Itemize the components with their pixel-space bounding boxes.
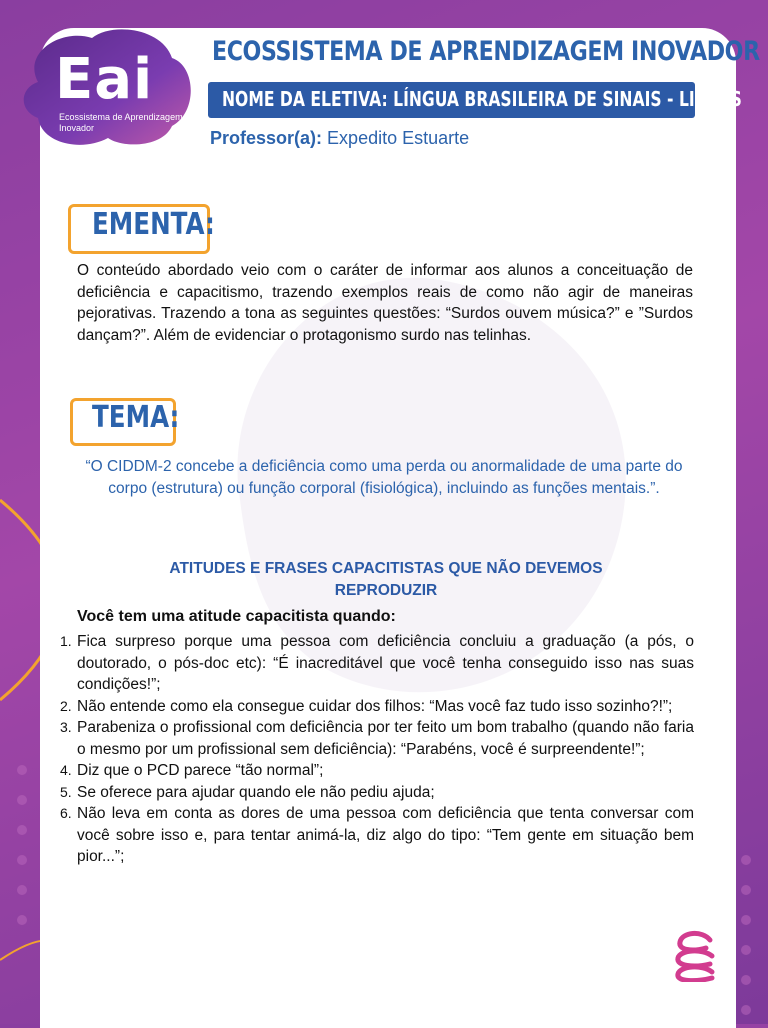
elective-name: NOME DA ELETIVA: LÍNGUA BRASILEIRA DE SINAIS - LIBRAS	[222, 87, 742, 111]
list-item-number: 6.	[60, 805, 72, 821]
logo-wordmark: Eai	[55, 47, 154, 112]
list-item-text: Não entende como ela consegue cuidar dos filhos: “Mas você faz tudo isso sozinho?!”;	[77, 697, 673, 715]
list-item-text: Se oferece para ajudar quando ele não pediu ajuda;	[77, 783, 435, 801]
list-item	[60, 696, 694, 718]
list-item-text: Diz que o PCD parece “tão normal”;	[77, 762, 324, 779]
list-item-text: Parabeniza o profissional com deficiência por ter feito um bom trabalho (quando não faria o mesmo por um profissional sem deficiência): “Parabéns, você é surpreendente!”;	[77, 719, 694, 758]
logo-subtitle-line2: Inovador	[59, 123, 95, 133]
list-item-number: 4.	[60, 762, 72, 778]
logo-subtitle-line1: Ecossistema de Aprendizagem	[59, 112, 183, 122]
attitudes-heading: ATITUDES E FRASES CAPACITISTAS QUE NÃO DEVEMOS REPRODUZIR	[169, 560, 603, 599]
tema-heading: TEMA:	[92, 400, 180, 435]
attitudes-lead: Você tem uma atitude capacitista quando:	[77, 608, 396, 625]
logo-subtitle	[59, 112, 189, 134]
list-item-text: Fica surpreso porque uma pessoa com deficiência concluiu a graduação (a pós, o doutorado, o pós-doc etc): “É inacreditável que você tenha conseguido isso nas suas condições!”;	[77, 633, 694, 693]
list-item-number: 5.	[60, 783, 72, 800]
list-item	[60, 760, 694, 782]
list-item-text: Não leva em conta as dores de uma pessoa com deficiência que tenta conversar com você sobre isso e, para tentar animá-la, diz algo do tipo: “Tem gente em situação bem pior...”;	[77, 805, 694, 865]
list-item	[60, 803, 694, 868]
brand-swirl-icon	[672, 926, 720, 982]
list-item	[60, 631, 694, 696]
list-item-number: 2.	[60, 697, 72, 714]
professor-line	[210, 128, 469, 149]
ementa-text: O conteúdo abordado veio com o caráter de informar aos alunos a conceituação de deficiência e capacitismo, trazendo exemplos reais de como não agir de maneiras pejorativas. Trazendo a tona as seguintes questões: “Surdos ouvem música?” e ”Surdos dançam?”. Além de evidenciar o protagonismo surdo nas telinhas.	[77, 262, 693, 344]
list-item	[60, 717, 694, 760]
ementa-heading: EMENTA:	[92, 207, 215, 242]
professor-name: Expedito Estuarte	[327, 128, 470, 148]
professor-label: Professor(a):	[210, 128, 323, 148]
page-title: ECOSSISTEMA DE APRENDIZAGEM INOVADOR	[212, 36, 760, 67]
attitudes-list	[60, 631, 694, 868]
list-item	[60, 782, 694, 804]
list-item-number: 3.	[60, 719, 72, 735]
list-item-number: 1.	[60, 633, 72, 649]
tema-quote: “O CIDDM-2 concebe a deficiência como uma perda ou anormalidade de uma parte do corpo (estrutura) ou função corporal (fisiológica), incluindo as funções mentais.”.	[85, 458, 683, 497]
